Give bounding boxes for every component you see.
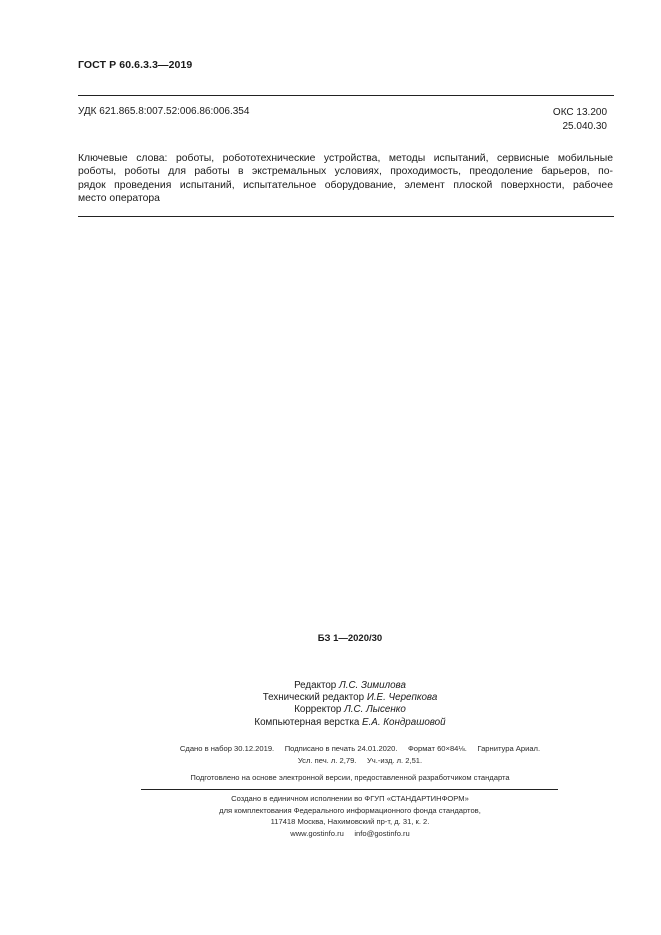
created-note (0, 793, 661, 816)
tech-editor-row (0, 692, 661, 704)
editor-role: Технический редактор (262, 692, 365, 704)
standard-code-header: ГОСТ Р 60.6.3.3—2019 (78, 59, 193, 71)
editor-name: Л.С. Лысенко (344, 704, 406, 716)
corrector-row (0, 704, 661, 716)
keywords-line: место оператора (78, 193, 160, 205)
editor-role: Корректор (294, 704, 342, 716)
keywords-divider (78, 216, 614, 217)
imprint-line: Усл. печ. л. 2,79. Уч.-изд. л. 2,51. (297, 756, 423, 765)
colophon-divider (141, 789, 558, 790)
publisher-address (0, 816, 661, 839)
web-contacts: www.gostinfo.ru info@gostinfo.ru (290, 828, 410, 838)
prepared-note: Подготовлено на основе электронной версии, предоставленной разработчиком стандарта (190, 773, 510, 782)
bz-number: БЗ 1—2020/30 (317, 633, 383, 644)
editor-row (0, 680, 661, 692)
keywords-line: роботы, роботы для работы в экстремальных условиях, проходимость, преодоление барьеров, по- (78, 166, 613, 178)
imprint-line: Сдано в набор 30.12.2019. Подписано в печать 24.01.2020. Формат 60×84⅛. Гарнитура Ариал. (179, 744, 541, 753)
editor-role: Компьютерная верстка (254, 716, 360, 728)
udk-code: УДК 621.865.8:007.52:006.86:006.354 (78, 106, 250, 117)
oks-code-1: ОКС 13.200 (552, 107, 607, 118)
editors-block (0, 680, 661, 729)
keywords-line: рядок проведения испытаний, испытательное оборудование, элемент плоской поверхности, рабочее (78, 179, 613, 191)
keywords-paragraph (78, 152, 613, 206)
oks-code-2: 25.040.30 (562, 120, 607, 132)
editor-name: Л.С. Зимилова (339, 680, 406, 691)
oks-codes (530, 106, 607, 133)
address-line: 117418 Москва, Нахимовский пр-т, д. 31, к. 2. (270, 817, 430, 826)
keywords-line: Ключевые слова: роботы, робототехнические устройства, методы испытаний, сервисные мобильные (78, 153, 613, 164)
top-divider (78, 95, 614, 96)
layout-row (0, 717, 661, 729)
editor-role: Редактор (294, 680, 337, 691)
imprint-block (0, 743, 661, 767)
editor-name: Е.А. Кондрашовой (362, 716, 446, 728)
created-line: для комплектования Федерального информационного фонда стандартов, (219, 805, 481, 815)
created-line: Создано в единичном исполнении во ФГУП «СТАНДАРТИНФОРМ» (231, 794, 469, 803)
editor-name: И.Е. Черепкова (366, 692, 438, 704)
